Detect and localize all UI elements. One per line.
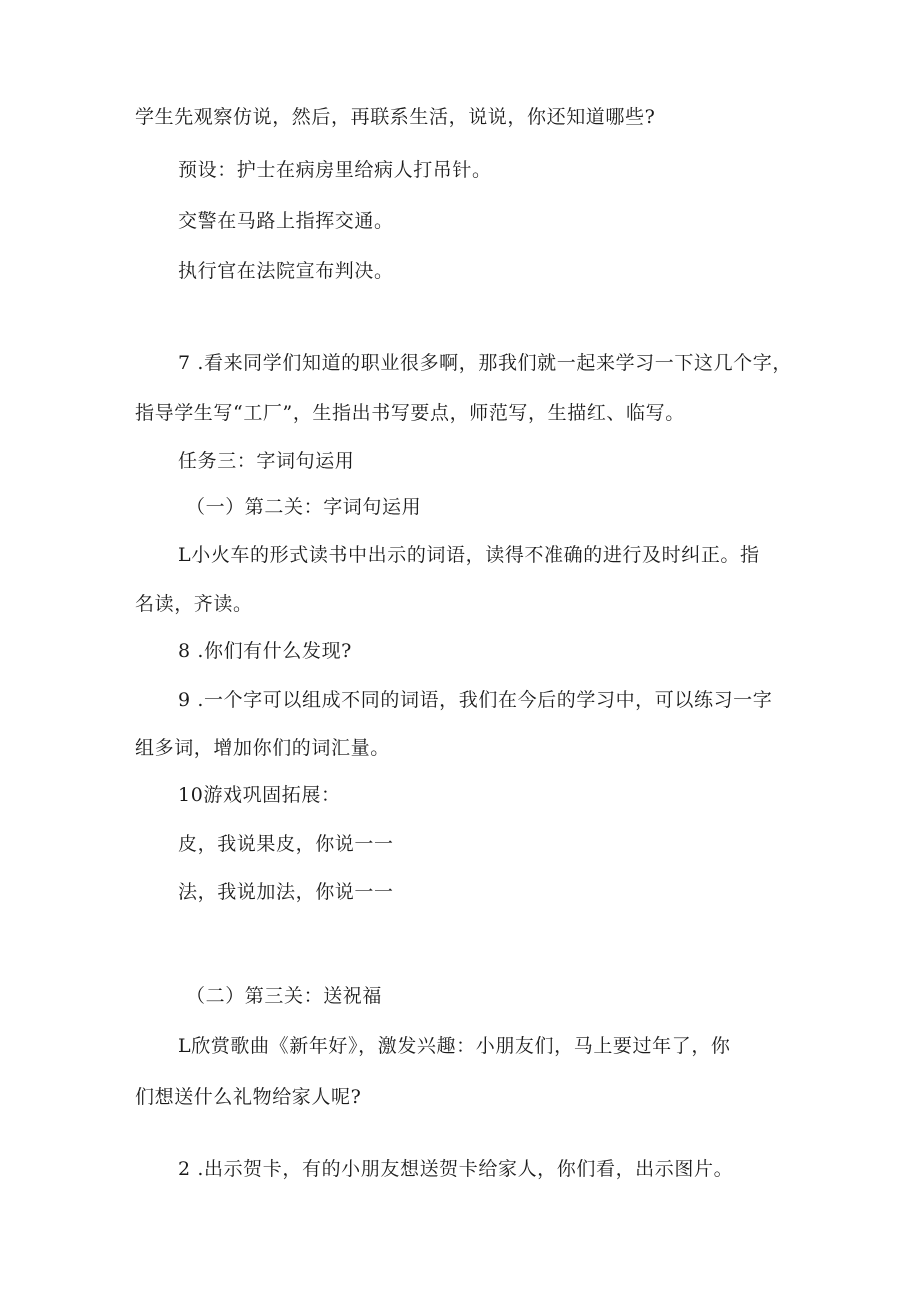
paragraph-line: 预设：护士在病房里给病人打吊针。: [178, 159, 492, 181]
numbered-item-8: 8 .你们有什么发现?: [178, 640, 352, 662]
paragraph-line: 名读，齐读。: [135, 593, 253, 615]
paragraph-line: 学生先观察仿说，然后，再联系生活，说说，你还知道哪些?: [135, 106, 656, 128]
game-prompt-line: 皮，我说果皮，你说一一: [178, 833, 394, 855]
numbered-item-10: 10游戏巩固拓展：: [178, 784, 341, 806]
numbered-item-1: L小火车的形式读书中出示的词语，读得不准确的进行及时纠正。指: [178, 544, 760, 566]
paragraph-line: 交警在马路上指挥交通。: [178, 210, 394, 232]
section-heading-task-three: 任务三：字词句运用: [178, 450, 355, 472]
numbered-item-7: 7 .看来同学们知道的职业很多啊，那我们就一起来学习一下这几个字，: [178, 352, 792, 374]
subsection-heading-level-two: （一）第二关：字词句运用: [186, 496, 422, 518]
paragraph-line: 指导学生写“工厂”，生指出书写要点，师范写，生描红、临写。: [135, 402, 685, 424]
subsection-heading-level-three: （二）第三关：送祝福: [186, 985, 383, 1007]
paragraph-line: 组多词，增加你们的词汇量。: [135, 737, 390, 759]
numbered-item-1: L欣赏歌曲《新年好》，激发兴趣：小朋友们，马上要过年了，你: [178, 1035, 731, 1057]
numbered-item-2: 2 .出示贺卡，有的小朋友想送贺卡给家人，你们看，出示图片。: [178, 1158, 734, 1180]
paragraph-line: 们想送什么礼物给家人呢?: [135, 1086, 362, 1108]
numbered-item-9: 9 .一个字可以组成不同的词语，我们在今后的学习中，可以练习一字: [178, 689, 773, 711]
paragraph-line: 执行官在法院宣布判决。: [178, 260, 394, 282]
game-prompt-line: 法，我说加法，你说一一: [178, 881, 394, 903]
